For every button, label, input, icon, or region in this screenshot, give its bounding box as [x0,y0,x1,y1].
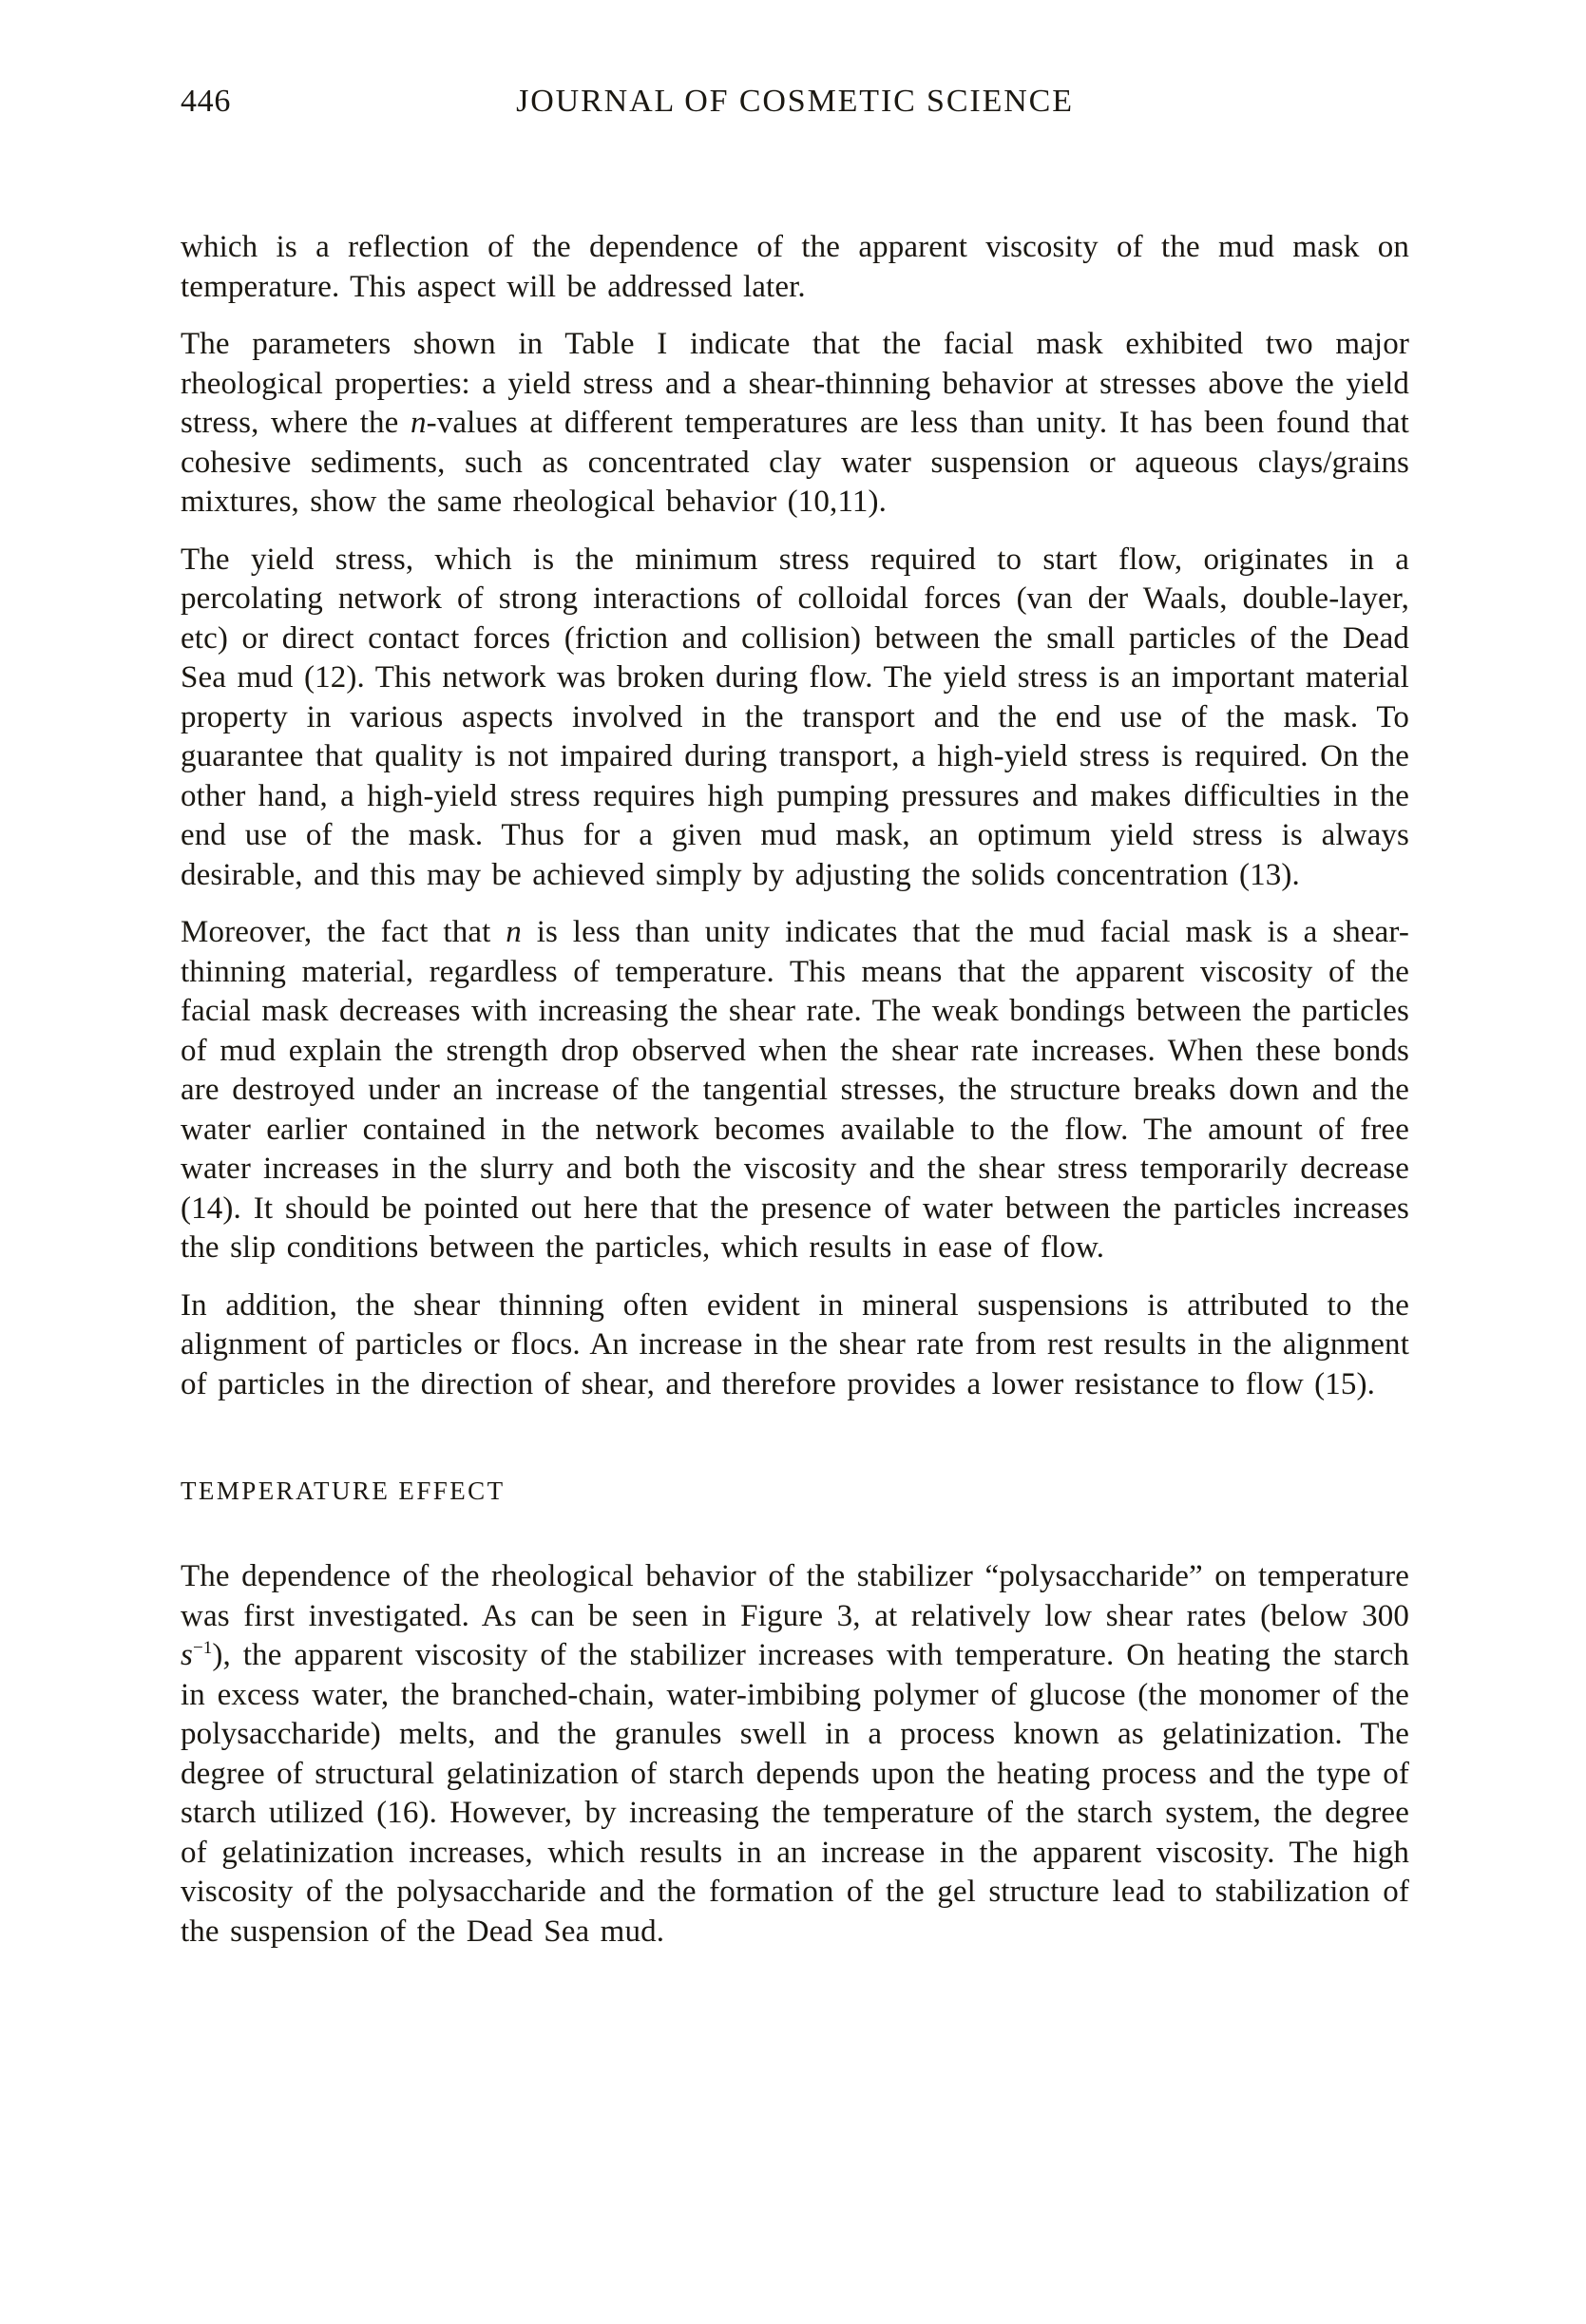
paragraph [181,228,1409,307]
text-run: is less than unity indicates that the mud facial mask is a shear-thinning material, regardless of temperature. This means that the apparent viscosity of the facial mask decreases with increasing the shear rate. The weak bondings between the particles of mud explain the strength drop observed when the shear rate increases. When these bonds are destroyed under an increase of the tangential stresses, the structure breaks down and the water earlier contained in the network becomes available to the flow. The amount of free water increases in the slurry and both the viscosity and the shear stress temporarily decrease (14). It should be pointed out here that the presence of water between the particles increases the slip conditions between the particles, which results in ease of flow. [181,915,1410,1265]
content [181,228,1409,1952]
paragraph [181,913,1409,1268]
journal-title: JOURNAL OF COSMETIC SCIENCE [516,84,1074,119]
paragraph [181,325,1409,523]
text-run: which is a reflection of the dependence of the apparent viscosity of the mud mask on temperature. This aspect will be addressed later. [181,230,1409,304]
superscript-text: −1 [192,1638,213,1659]
page-header [181,82,1409,122]
text-run: ), the apparent viscosity of the stabilizer increases with temperature. On heating the starch in excess water, the branched-chain, water-imbibing polymer of glucose (the monomer of the polysaccharide) melts, and the granules swell in a process known as gelatinization. The degree of structural gelatinization of starch depends upon the heating process and the type of starch utilized (16). However, by increasing the temperature of the starch system, the degree of gelatinization increases, which results in an increase in the apparent viscosity. The high viscosity of the polysaccharide and the formation of the gel structure lead to stabilization of the suspension of the Dead Sea mud. [181,1638,1409,1949]
text-run: The yield stress, which is the minimum stress required to start flow, originates in a percolating network of strong interactions of colloidal forces (van der Waals, double-layer, etc) or direct contact forces (friction and collision) between the small particles of the Dead Sea mud (12). This network was broken during flow. The yield stress is an important material property in various aspects involved in the transport and the end use of the mask. To guarantee that quality is not impaired during transport, a high-yield stress is required. On the other hand, a high-yield stress requires high pumping pressures and makes difficulties in the end use of the mask. Thus for a given mud mask, an optimum yield stress is always desirable, and this may be achieved simply by adjusting the solids concentration (13). [181,542,1409,892]
italic-text: s [181,1638,193,1673]
paragraph [181,541,1409,896]
section-heading: TEMPERATURE EFFECT [181,1476,506,1505]
text-run: The dependence of the rheological behavior of the stabilizer “polysaccharide” on temperature was first investigated. As can be seen in Figure 3, at relatively low shear rates (below 300 [181,1559,1409,1633]
text-run: The parameters shown in Table I indicate that the facial mask exhibited two major rheological properties: a yield stress and a shear-thinning behavior at stresses above the yield stress, where the [181,327,1409,440]
text-run: -values at different temperatures are less than unity. It has been found that cohesive sediments, such as concentrated clay water suspension or aqueous clays/grains mixtures, show the same rheological behavior (10,11). [181,406,1409,519]
page-number: 446 [181,84,232,119]
paragraph [181,1286,1409,1405]
italic-text: n [410,406,427,440]
text-run: Moreover, the fact that [181,915,506,949]
paragraph [181,1557,1409,1952]
italic-text: n [506,915,522,949]
text-run: In addition, the shear thinning often evident in mineral suspensions is attributed to the alignment of particles or flocs. An increase in the shear rate from rest results in the alignment of particles in the direction of shear, and therefore provides a lower resistance to flow (15). [181,1287,1409,1401]
